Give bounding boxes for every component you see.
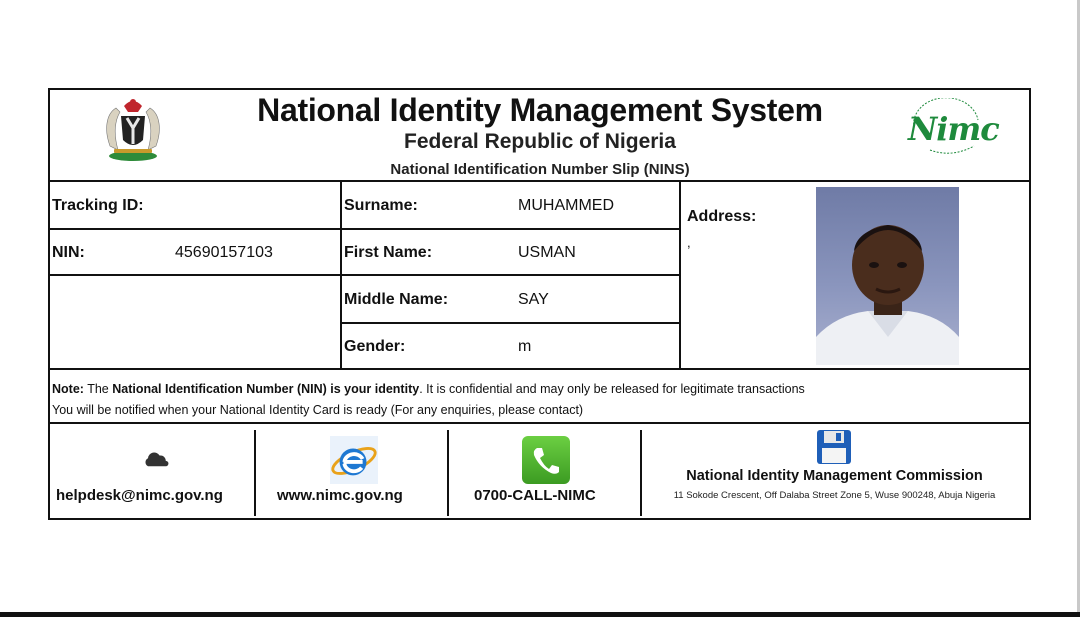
tracking-id-label: Tracking ID: [52,197,144,214]
note-part-1: The [83,382,113,396]
internet-explorer-icon [330,436,378,484]
note-line-2: You will be notified when your National Identity Card is ready (For any enquiries, please contact) [52,403,584,417]
middle-name-label: Middle Name: [344,291,449,308]
holder-photo [816,187,959,365]
note-text [52,379,805,421]
cloud-icon [142,452,170,468]
helpdesk-email[interactable]: helpdesk@nimc.gov.ng [56,487,223,504]
nimc-logo-text: Nimc [908,110,999,148]
address-label: Address: [687,208,757,225]
middle-name-value: SAY [518,291,549,308]
commission-address: 11 Sokode Crescent, Off Dalaba Street Zone 5, Wuse 900248, Abuja Nigeria [673,490,996,501]
slip-title: National Identification Number Slip (NINS) [390,161,690,178]
note-part-2: . It is confidential and may only be released for legitimate transactions [419,382,805,396]
system-title: National Identity Management System [257,92,823,128]
nin-value: 45690157103 [175,244,273,261]
nin-slip [48,88,1031,520]
surname-value: MUHAMMED [518,197,614,214]
surname-label: Surname: [344,197,418,214]
gender-value: m [518,338,532,355]
window-bottom-edge [0,612,1080,617]
note-prefix: Note: [52,382,84,396]
phone-icon [522,436,570,484]
first-name-value: USMAN [518,244,576,261]
note-emphasis: National Identification Number (NIN) is your identity [112,382,420,396]
website-link[interactable]: www.nimc.gov.ng [277,487,403,504]
coat-of-arms-icon [94,94,172,162]
first-name-label: First Name: [344,244,433,261]
commission-name: National Identity Management Commission [686,468,983,484]
gender-label: Gender: [344,338,406,355]
floppy-disk-icon [816,429,852,465]
phone-number[interactable]: 0700-CALL-NIMC [474,487,596,504]
nin-label: NIN: [52,244,85,261]
address-value: , [687,235,691,250]
country-subtitle: Federal Republic of Nigeria [404,130,676,153]
nimc-logo [900,98,999,156]
